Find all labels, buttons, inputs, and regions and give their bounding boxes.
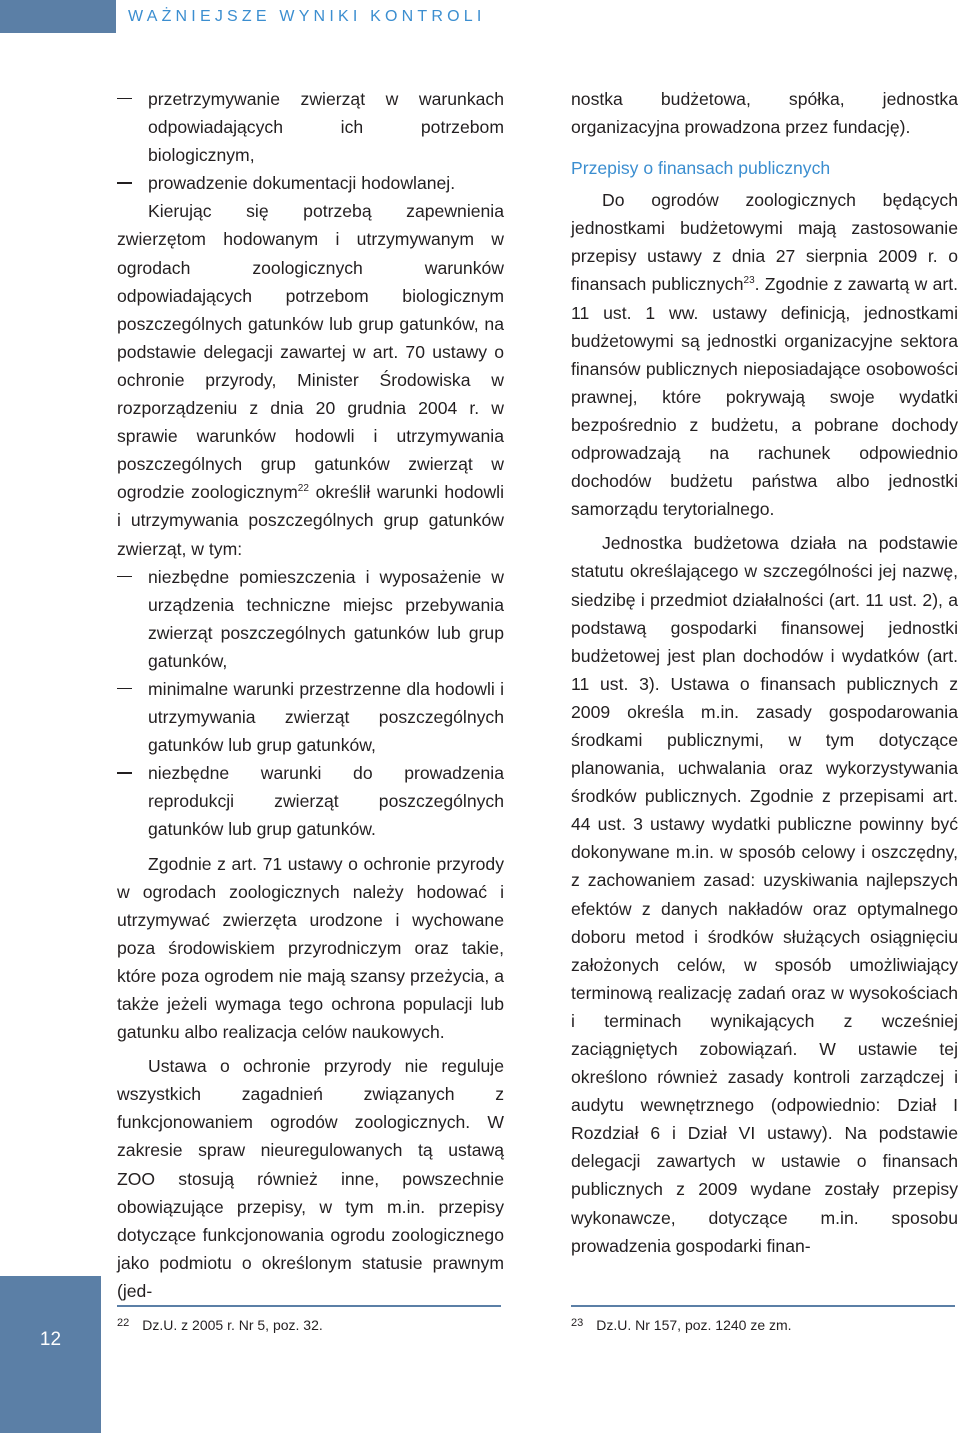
paragraph: nostka budżetowa, spółka, jednostka organizacyjna prowadzona przez fundację).: [571, 89, 958, 138]
page-number: 12: [39, 1329, 62, 1350]
list-item: [117, 759, 504, 843]
footnote-number: 23: [571, 1317, 584, 1329]
list-item-text: niezbędne pomieszczenia i wyposażenie w urządzenia techniczne miejsc przebywania zwierząt poszczególnych gatunków lub grup gatunków,: [148, 566, 504, 671]
list-item: [117, 563, 504, 675]
dash-bullet-icon: [117, 182, 132, 183]
footnote: [571, 1313, 792, 1335]
list-item-text: minimalne warunki przestrzenne dla hodowli i utrzymywania zwierząt poszczególnych gatunków lub grup gatunków,: [148, 678, 504, 756]
list-item-text: niezbędne warunki do prowadzenia reprodukcji zwierząt poszczególnych gatunków lub grup gatunków.: [148, 763, 504, 840]
left-column: [117, 85, 504, 1305]
footnote-divider: [117, 1305, 501, 1307]
footnote-divider: [571, 1305, 955, 1307]
list-item-text: prowadzenie dokumentacji hodowlanej.: [148, 173, 456, 194]
dash-bullet-icon: [117, 98, 132, 99]
list-item: [117, 675, 504, 759]
dash-bullet-icon: [117, 688, 132, 689]
footnote-ref: 22: [297, 483, 309, 495]
section-heading: Przepisy o finansach publicznych: [571, 158, 831, 179]
footnote-text: Dz.U. Nr 157, poz. 1240 ze zm.: [596, 1317, 792, 1333]
bullet-list-1: [117, 85, 504, 197]
footnote-text: Dz.U. z 2005 r. Nr 5, poz. 32.: [142, 1317, 323, 1333]
footnote-number: 22: [117, 1317, 130, 1329]
footnote: [117, 1313, 323, 1335]
section-header-title: WAŻNIEJSZE WYNIKI KONTROLI: [128, 8, 486, 25]
bullet-list-2: [117, 563, 504, 844]
header-color-block: [0, 0, 116, 33]
list-item-text: przetrzymywanie zwierząt w warunkach odpowiadających ich potrzebom biologicznym,: [148, 89, 504, 166]
footnote-ref: 23: [743, 275, 755, 287]
paragraph: Do ogrodów zoologicznych będących jednostkami budżetowymi mają zastosowanie przepisy ustawy z dnia 27 sierpnia 2009 r. o finansach publicznych$^{23}$. Zgodnie z zawartą w art. 11 ust. 1 ww. ustawy definicją, jednostkami budżetowymi są jednostki organizacyjne sektora finansów publicznych nieposiadające osobowości prawnej, które pokrywają swoje wydatki bezpośrednio z budżetu, a pobrane dochody odprowadzają na rachunek odpowiednio dochodów budżetu państwa albo jednostki samorządu terytorialnego.: [571, 190, 958, 520]
list-item: [117, 85, 504, 169]
paragraph: Ustawa o ochronie przyrody nie reguluje wszystkich zagadnień związanych z funkcjonowaniem ogrodów zoologicznych. W zakresie spraw nieuregulowanych tą ustawą ZOO stosują również inne, powszechnie obowiązujące przepisy, w tym m.in. przepisy dotyczące funkcjonowania ogrodu zoologicznego jako podmiotu o określonym statusie prawnym (jed-: [117, 1056, 504, 1301]
list-item: [117, 169, 504, 197]
page-number-tab: [0, 1276, 101, 1433]
dash-bullet-icon: [117, 576, 132, 577]
paragraph: Kierując się potrzebą zapewnienia zwierzętom hodowanym i utrzymywanym w ogrodach zoologicznych warunków odpowiadających potrzebom biologicznym poszczególnych gatunków lub grup gatunków, na podstawie delegacji zawartej w art. 70 ustawy o ochronie przyrody, Minister Środowiska w rozporządzeniu z dnia 20 grudnia 2004 r. w sprawie warunków hodowli i utrzymywania poszczególnych grup gatunków zwierząt w ogrodzie zoologicznym$^{22}$ określił warunki hodowli i utrzymywania poszczególnych grup gatunków zwierząt, w tym:: [117, 201, 504, 559]
paragraph: Jednostka budżetowa działa na podstawie statutu określającego w szczególności jej nazwę, siedzibę i przedmiot działalności (art. 11 ust. 2), a podstawą gospodarki finansowej jednostki budżetowej jest plan dochodów i wydatków (art. 11 ust. 3). Ustawa o finansach publicznych z 2009 określa m.in. zasady gospodarowania środkami publicznymi, w tym dotyczące planowania, uchwalania oraz wykorzystywania środków publicznych. Zgodnie z przepisami art. 44 ust. 3 ustawy wydatki publiczne powinny być dokonywane m.in. w sposób celowy i oszczędny, z zachowaniem zasad: uzyskiwania najlepszych efektów z danych nakładów oraz optymalnego doboru metod i środków służących osiągnięciu założonych celów, w sposób umożliwiający terminową realizację zadań oraz w wysokościach i terminach wynikających z wcześniej zaciągniętych zobowiązań. W ustawie tej określono również zasady kontroli zarządczej i audytu wewnętrznego (odpowiednio: Dział I Rozdział 6 i Dział VI ustawy). Na podstawie delegacji zawartych w ustawie o finansach publicznych z 2009 wydane zostały przepisy wykonawcze, dotyczące m.in. sposobu prowadzenia gospodarki finan-: [571, 533, 958, 1256]
paragraph: Zgodnie z art. 71 ustawy o ochronie przyrody w ogrodach zoologicznych należy hodować i utrzymywać zwierzęta urodzone i wychowane poza środowiskiem przyrodniczym oraz takie, które poza ogrodem nie mają szansy przeżycia, a także jeżeli wymaga tego ochrona populacji lub gatunku albo realizacja celów naukowych.: [117, 853, 504, 1043]
dash-bullet-icon: [117, 772, 132, 773]
right-column: [571, 85, 958, 1260]
